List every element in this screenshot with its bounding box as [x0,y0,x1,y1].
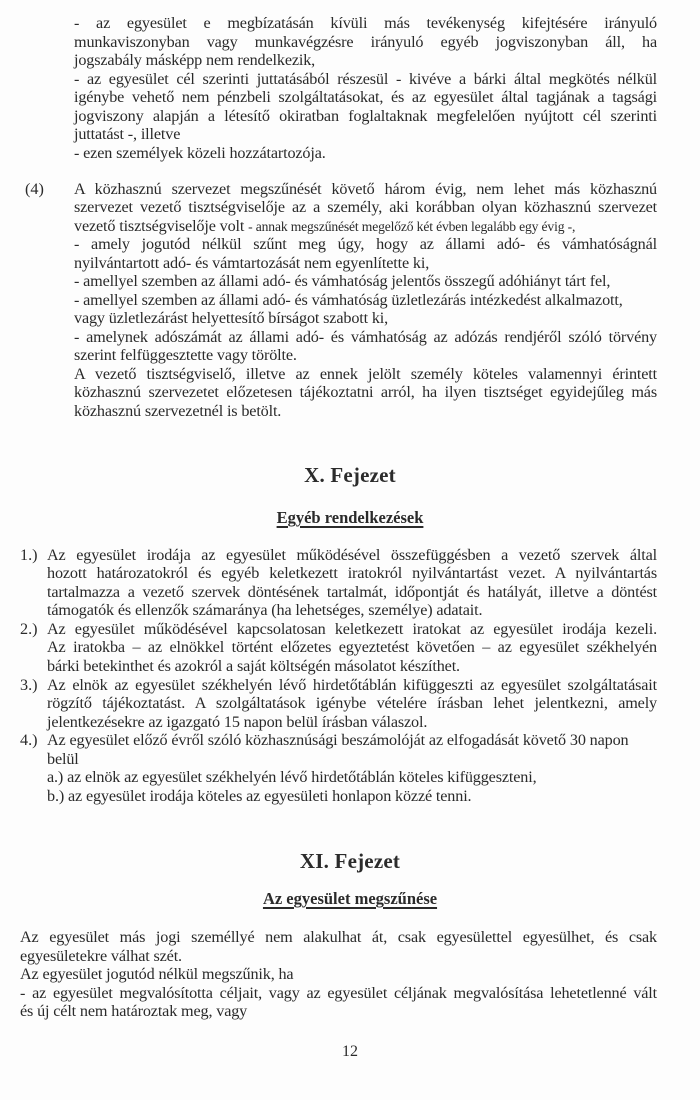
text-line: Az egyesület más jogi személlyé nem alakulhat át, csak egyesülettel egyesülhet, és csak [20,928,657,946]
text-line: A közhasznú szervezet megszűnését követő három évig, nem lehet más közhasznú [74,180,657,198]
text-line: munkaviszonyban vagy munkavégzésre irányuló egyéb jogviszonyban áll, ha [74,33,657,51]
list-item-line: tartalmazza a vezető szervek döntésének tartalmát, időpontját és hatályát, illetve a döntést [47,583,657,601]
chapter-subtitle-text: Az egyesület megszűnése [262,889,438,908]
text-line: - az egyesület megvalósította céljait, vagy az egyesület céljának megvalósítása lehetetlenné vált [20,984,657,1002]
list-number: 3.) [20,676,38,694]
list-item-line: Az elnök az egyesület székhelyén lévő hirdetőtáblán kifüggeszti az egyesület szolgáltatásait [47,676,657,694]
list-item-line: jelentkezésekre az igazgató 15 napon belül írásban válaszol. [47,713,428,731]
text-line: vagy üzletlezárást helyettesítő bírságot szabott ki, [74,309,389,327]
list-item-line: Az egyesület működésével kapcsolatosan keletkezett iratokat az egyesület irodája kezeli. [47,620,657,638]
text-line: nyilvántartott adó- és vámtartozását nem egyenlítette ki, [74,254,430,272]
list-number: 4.) [20,731,38,749]
list-item-line: Az egyesület előző évről szóló közhasznúsági beszámolóját az elfogadását követő 30 napon [47,731,629,749]
text-line: közhasznú szervezetnél is betölt. [74,402,282,420]
text-span-small: - annak megszűnését megelőző két évben legalább egy évig -, [248,219,576,234]
list-number: 1.) [20,546,38,564]
text-line: egyesületekre válhat szét. [20,947,182,965]
text-line: jogszabály másképp nem rendelkezik, [74,51,316,69]
list-item-line: Az iratokba – az elnökkel történt előzetes egyeztetést követően – az egyesület székhelyén [47,638,657,656]
chapter-title: X. Fejezet [304,463,396,487]
text-line: - amellyel szemben az állami adó- és vámhatóság üzletlezárás intézkedést alkalmazott, [74,291,623,309]
text-line: - amellyel szemben az állami adó- és vámhatóság jelentős összegű adóhiányt tárt fel, [74,272,611,290]
list-item-line: hozott határozatokról és egyéb keletkezett iratokról nyilvántartást vezet. A nyilvántartás [47,564,657,582]
chapter-subtitle [0,889,700,909]
sub-list-item: a.) az elnök az egyesület székhelyén lévő hirdetőtáblán köteles kifüggeszteni, [47,768,537,786]
text-line: és új célt nem határoztak meg, vagy [20,1002,248,1020]
text-line: közhasznú szervezetet előzetesen tájékoztatni arról, ha ilyen tisztséget egyidejűleg más [74,383,657,401]
text-line: A vezető tisztségviselő, illetve az ennek jelölt személy köteles valamennyi érintett [74,365,657,383]
text-line: jogviszony alapján a létesítő okiratban foglaltaknak megfelelően nyújtott cél szerinti [74,107,657,125]
list-item-line: belül [47,750,79,768]
chapter-title: XI. Fejezet [299,849,401,873]
paragraph-number: (4) [25,180,44,198]
text-line: - ezen személyek közeli hozzátartozója. [74,144,326,162]
list-item-line: Az egyesület irodája az egyesület működésével összefüggésben a vezető szervek által [47,546,657,564]
text-line: igénybe vehető nem pénzbeli szolgáltatásokat, és az egyesület által tagjának a tagsági [74,88,657,106]
list-item-line: rögzítő tájékoztatást. A szolgáltatások igénybe vételére írásban lehet jelentkezni, amely [47,694,657,712]
text-line: szerint felfüggesztette vagy törölte. [74,346,297,364]
page-number: 12 [342,1043,358,1060]
text-span: vezető tisztségviselője volt [74,217,245,235]
list-item-line: bárki betekinthet és azokról a saját költségén másolatot készíthet. [47,657,460,675]
text-line: szervezet vezető tisztségviselője az a személy, aki korábban olyan közhasznú szervezet [74,198,657,216]
text-line [74,217,575,236]
sub-list-item: b.) az egyesület irodája köteles az egyesületi honlapon közzé tenni. [47,787,472,805]
text-line: - amely jogutód nélkül szűnt meg úgy, hogy az állami adó- és vámhatóságnál [74,235,657,253]
text-line: Az egyesület jogutód nélkül megszűnik, ha [20,965,294,983]
text-line: - az egyesület cél szerinti juttatásából részesül - kivéve a bárki által megkötés nélkül [74,70,657,88]
text-line: juttatást -, illetve [74,125,181,143]
text-line: - amelynek adószámát az állami adó- és vámhatóság az adózás rendjéről szóló törvény [74,328,657,346]
chapter-subtitle [0,508,700,528]
text-line: - az egyesület e megbízatásán kívüli más tevékenység kifejtésére irányuló [74,14,657,32]
list-number: 2.) [20,620,38,638]
chapter-subtitle-text: Egyéb rendelkezések [276,508,424,527]
list-item-line: támogatók és ellenzők számaránya (ha lehetséges, személye) adatait. [47,601,483,619]
